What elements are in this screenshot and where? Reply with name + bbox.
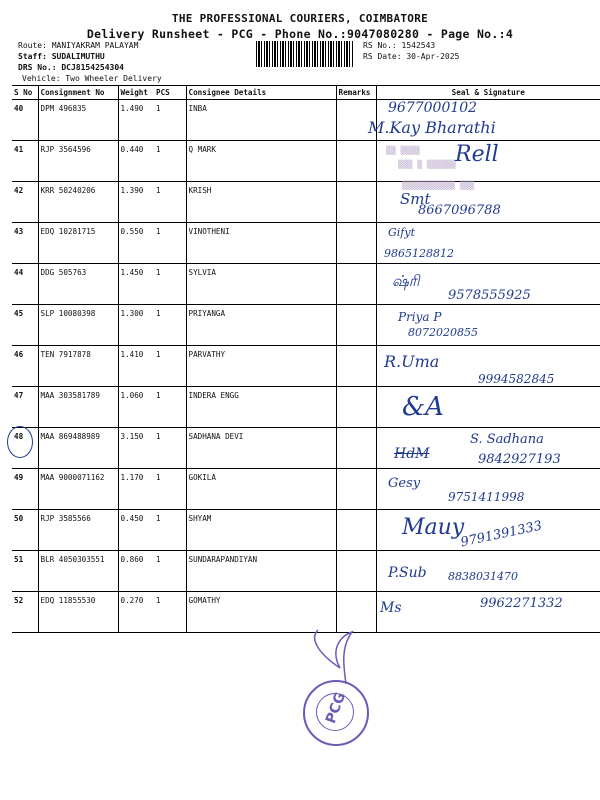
col-sno: S No (12, 86, 38, 100)
vehicle-label: Vehicle: Two Wheeler Delivery (22, 74, 162, 83)
handwritten-phone-43: 9865128812 (384, 247, 454, 260)
cell-pcs: 1 (154, 100, 186, 141)
table-header-row (12, 86, 600, 100)
cell-pcs: 1 (154, 469, 186, 510)
signature-47: &A (402, 392, 444, 422)
cell-sno: 52 (12, 592, 38, 633)
cell-consignment: RJP 3585566 (38, 510, 118, 551)
cell-consignee: GOMATHY (186, 592, 336, 633)
handwritten-phone-44: 9578555925 (448, 288, 531, 303)
cell-remarks (336, 182, 376, 223)
cell-remarks (336, 305, 376, 346)
cell-consignee: SYLVIA (186, 264, 336, 305)
faint-stamp-41: ▒▒ ▒▒▒▒ (386, 146, 420, 155)
signature-50: Mauy (402, 515, 465, 540)
cell-consignment: MAA 869488989 (38, 428, 118, 469)
faint-stamp-42: ▒▒▒▒▒▒▒▒▒▒▒ ▒▒▒ (402, 181, 475, 190)
cell-remarks (336, 551, 376, 592)
cell-remarks (336, 387, 376, 428)
col-pcs: PCS (154, 86, 186, 100)
cell-consignment: SLP 10080398 (38, 305, 118, 346)
cell-pcs: 1 (154, 305, 186, 346)
row-48-circle-mark (7, 426, 33, 458)
cell-weight: 0.270 (118, 592, 154, 633)
signature-48: HdM (394, 446, 430, 462)
cell-sno: 51 (12, 551, 38, 592)
cell-weight: 3.150 (118, 428, 154, 469)
cell-consignment: EDQ 10281715 (38, 223, 118, 264)
cell-consignment: MAA 9000071162 (38, 469, 118, 510)
table-row (12, 305, 600, 346)
cell-pcs: 1 (154, 428, 186, 469)
handwritten-name-46: R.Uma (384, 352, 440, 371)
cell-remarks (336, 346, 376, 387)
cell-consignment: EDQ 11855530 (38, 592, 118, 633)
staff-label: Staff: SUDALIMUTHU (18, 52, 105, 61)
handwritten-phone-40: 9677000102 (388, 100, 478, 116)
cell-consignee: INBA (186, 100, 336, 141)
col-consignee: Consignee Details (186, 86, 336, 100)
cell-pcs: 1 (154, 141, 186, 182)
cell-remarks (336, 141, 376, 182)
drs-label: DRS No.: DCJ8154254304 (18, 63, 124, 72)
signature-41: Rell (455, 142, 499, 167)
cell-weight: 1.390 (118, 182, 154, 223)
cell-consignment: RJP 3564596 (38, 141, 118, 182)
signature-43: Gifyt (388, 226, 416, 239)
cell-consignment: KRR 50240206 (38, 182, 118, 223)
cell-consignee: Q MARK (186, 141, 336, 182)
runsheet-table (12, 85, 600, 633)
cell-consignment: MAA 303581789 (38, 387, 118, 428)
col-remarks: Remarks (336, 86, 376, 100)
cell-pcs: 1 (154, 264, 186, 305)
cell-consignee: PARVATHY (186, 346, 336, 387)
cell-weight: 0.550 (118, 223, 154, 264)
table-row (12, 182, 600, 223)
handwritten-phone-46: 9994582845 (478, 372, 555, 386)
cell-pcs: 1 (154, 346, 186, 387)
handwritten-phone-51: 8838031470 (448, 570, 518, 583)
handwritten-name-40: M.Kay Bharathi (368, 118, 496, 137)
table-row (12, 100, 600, 141)
cell-weight: 1.170 (118, 469, 154, 510)
cell-pcs: 1 (154, 387, 186, 428)
signature-44: ஷ்ரி (392, 272, 420, 290)
cell-pcs: 1 (154, 510, 186, 551)
handwritten-phone-49: 9751411998 (448, 490, 525, 504)
handwritten-phone-48: 9842927193 (478, 452, 561, 467)
signature-42: Smt (400, 190, 431, 208)
cell-consignee: SADHANA DEVI (186, 428, 336, 469)
cell-sno: 45 (12, 305, 38, 346)
cell-remarks (336, 592, 376, 633)
cell-consignee: SHYAM (186, 510, 336, 551)
cell-consignee: PRIYANGA (186, 305, 336, 346)
cell-weight: 1.450 (118, 264, 154, 305)
handwritten-phone-52: 9962271332 (480, 596, 563, 611)
cell-sno: 50 (12, 510, 38, 551)
signature-45: Priya P (398, 310, 442, 324)
cell-consignment: TEN 7917878 (38, 346, 118, 387)
signature-52: Ms (380, 600, 402, 616)
cell-sno: 44 (12, 264, 38, 305)
runsheet-subtitle: Delivery Runsheet - PCG - Phone No.:9047080280 - Page No.:4 (86, 27, 514, 41)
route-label: Route: MANIYAKRAM PALAYAM (18, 41, 139, 50)
cell-remarks (336, 469, 376, 510)
cell-sno: 48 (12, 428, 38, 469)
cell-sno: 41 (12, 141, 38, 182)
cell-sno: 43 (12, 223, 38, 264)
cell-weight: 0.860 (118, 551, 154, 592)
cell-weight: 1.300 (118, 305, 154, 346)
handwritten-name-48: S. Sadhana (470, 432, 544, 447)
handwritten-phone-50: 9791391333 (459, 518, 544, 551)
cell-pcs: 1 (154, 182, 186, 223)
table-row (12, 223, 600, 264)
faint-stamp-41b: ▒▒▒ ▒ ▒▒▒▒▒▒ (398, 160, 456, 169)
cell-sno: 47 (12, 387, 38, 428)
cell-sno: 46 (12, 346, 38, 387)
cell-remarks (336, 510, 376, 551)
handwritten-phone-42: 8667096788 (418, 203, 501, 218)
cell-pcs: 1 (154, 551, 186, 592)
cell-consignee: SUNDARAPANDIYAN (186, 551, 336, 592)
signature-49: Gesy (388, 476, 421, 491)
cell-weight: 1.060 (118, 387, 154, 428)
cell-remarks (336, 264, 376, 305)
rs-date: RS Date: 30-Apr-2025 (363, 52, 460, 61)
cell-weight: 0.450 (118, 510, 154, 551)
pen-flourish (300, 628, 380, 688)
cell-consignee: INDERA ENGG (186, 387, 336, 428)
handwritten-phone-45: 8072020855 (408, 326, 478, 339)
cell-consignment: DDG 505763 (38, 264, 118, 305)
cell-consignee: KRISH (186, 182, 336, 223)
cell-consignee: GOKILA (186, 469, 336, 510)
cell-consignee: VINOTHENI (186, 223, 336, 264)
rs-number: RS No.: 1542543 (363, 41, 436, 50)
col-consignment: Consignment No (38, 86, 118, 100)
cell-sno: 49 (12, 469, 38, 510)
signature-51: P.Sub (388, 565, 427, 581)
cell-consignment: DPM 496835 (38, 100, 118, 141)
col-weight: Weight (118, 86, 154, 100)
cell-pcs: 1 (154, 223, 186, 264)
cell-sno: 40 (12, 100, 38, 141)
cell-sno: 42 (12, 182, 38, 223)
col-seal: Seal & Signature (376, 86, 600, 100)
cell-remarks (336, 223, 376, 264)
cell-weight: 0.440 (118, 141, 154, 182)
cell-weight: 1.410 (118, 346, 154, 387)
cell-weight: 1.490 (118, 100, 154, 141)
table-row (12, 141, 600, 182)
cell-pcs: 1 (154, 592, 186, 633)
cell-consignment: BLR 4050303551 (38, 551, 118, 592)
company-title: THE PROFESSIONAL COURIERS, COIMBATORE (171, 12, 429, 25)
table-row (12, 387, 600, 428)
round-stamp-text: PCG (323, 690, 350, 726)
barcode (256, 41, 354, 67)
cell-remarks (336, 428, 376, 469)
